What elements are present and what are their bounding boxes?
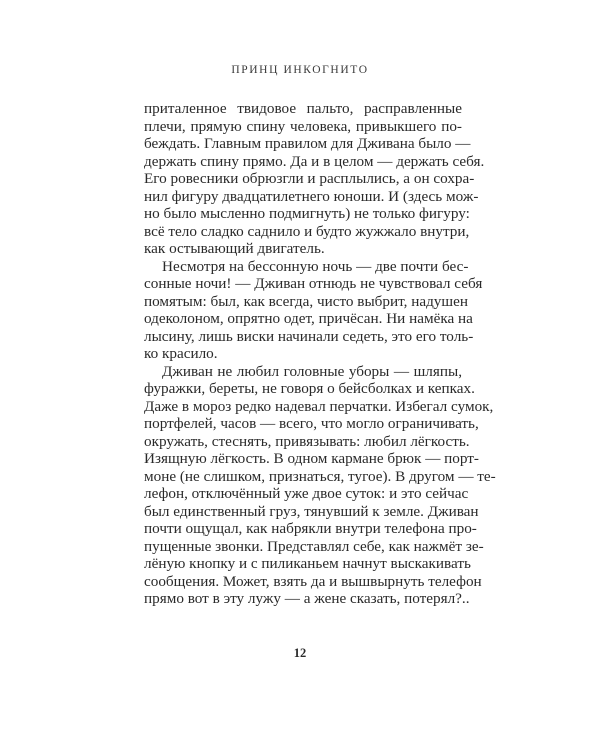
page-number: 12 bbox=[293, 646, 307, 660]
text-line: моне (не слишком, признаться, тугое). В другом — те- bbox=[144, 467, 496, 485]
text-line: лёную кнопку и с пиликаньем начнут выскакивать bbox=[144, 555, 471, 572]
text-line: был единственный груз, тянувший к земле. Дживан bbox=[144, 502, 479, 520]
running-head: ПРИНЦ ИНКОГНИТО bbox=[231, 64, 369, 76]
text-line: Несмотря на бессонную ночь — две почти бес- bbox=[162, 257, 469, 275]
text-line: Изящную лёгкость. В одном кармане брюк — порт- bbox=[144, 450, 479, 467]
text-line: прямо вот в эту лужу — а жене сказать, потерял?.. bbox=[144, 590, 470, 607]
text-line: нил фигуру двадцатилетнего юноши. И (здесь мож- bbox=[144, 187, 479, 205]
text-line: сонные ночи! — Дживан отнюдь не чувствовал себя bbox=[144, 275, 483, 292]
text-line: беждать. Главным правилом для Дживана было — bbox=[144, 135, 471, 152]
paragraph-2 bbox=[144, 257, 483, 363]
body-text bbox=[144, 100, 496, 608]
text-line: Дживан не любил головные уборы — шляпы, bbox=[162, 362, 462, 380]
text-line: но было мысленно подмигнуть) не только фигуру: bbox=[144, 205, 470, 222]
text-line: окружать, стеснять, привязывать: любил лёгкость. bbox=[144, 432, 470, 450]
text-line: держать спину прямо. Да и в целом — держать себя. bbox=[144, 152, 485, 170]
paragraph-1 bbox=[144, 100, 485, 258]
text-line: почти ощущал, как набрякли внутри телефона про- bbox=[144, 520, 477, 537]
text-line: одеколоном, опрятно одет, причёсан. Ни намёка на bbox=[144, 310, 473, 327]
text-line: портфелей, часов — всего, что могло ограничивать, bbox=[144, 415, 479, 432]
text-line: приталенное твидовое пальто, расправленные bbox=[144, 100, 462, 117]
text-line: всё тело сладко саднило и будто жужжало внутри, bbox=[144, 222, 470, 240]
text-line: ко красило. bbox=[144, 345, 218, 362]
text-line: Его ровесники обрюзгли и расплылись, а он сохра- bbox=[144, 170, 475, 187]
text-line: лефон, отключённый уже двое суток: и это сейчас bbox=[144, 485, 469, 502]
text-line: плечи, прямую спину человека, привыкшего по- bbox=[144, 117, 462, 135]
text-line: пущенные звонки. Представлял себе, как нажмёт зе- bbox=[144, 537, 484, 555]
text-line: как остывающий двигатель. bbox=[144, 240, 325, 257]
text-line: Даже в мороз редко надевал перчатки. Избегал сумок, bbox=[144, 397, 494, 415]
text-line: лысину, лишь виски начинали седеть, это его толь- bbox=[144, 327, 474, 345]
paragraph-3 bbox=[144, 362, 496, 608]
text-line: сообщения. Может, взять да и вышвырнуть телефон bbox=[144, 572, 482, 590]
text-line: помятым: был, как всегда, чисто выбрит, надушен bbox=[144, 292, 468, 310]
text-line: фуражки, береты, не говоря о бейсболках и кепках. bbox=[144, 380, 475, 397]
